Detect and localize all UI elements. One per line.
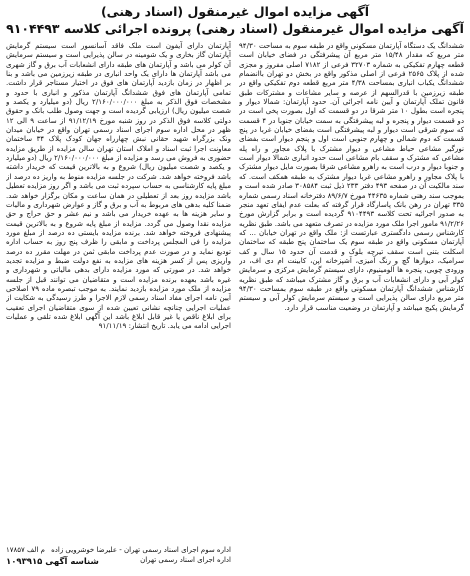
ad-footer-row	[6, 546, 231, 556]
ad-title: آگهی مزایده اموال غیرمنقول (اسناد رهنی)	[100, 4, 370, 19]
ad-footer-office-2: اداره اجرای اسناد رسمی تهران	[140, 555, 231, 564]
ad-body-right-column: ششدانگ یک دستگاه آپارتمان مسکونی واقع در طبقه سوم به مساحت ۹۴/۳۰ متر مربع که مقدار ۱۵/۴۸ متر مربع آن پیشرفتگی در فضای خیابان است قطعه چهارم تفکیکی به شماره ۳۲۷۰۳ فرعی از ۷۱۸۲ اصلی مفروز و مجزی شده از پلاک ۲۵۶۵ فرعی از اصلی مذکور واقع در بخش دو تهران باانضمام ششدانگ یکباب انباری بمساحت ۴/۳۸ متر مربع قطعه دوم تفکیکی واقع در طبقه زیرزمین با قدرالسهم از عرصه و سایر مشاعات و مشترکات طبق قانون تملک آپارتمان و آیین نامه اجرائی آن. حدود آپارتمان: شمالا دیوار و پنجره است بطول ۱۰ متر شرقا در دو قسمت که اول بصورت پخی است در دو قسمت دیوار و پنجره و لبه پیشرفتگی به سمت خیابان جنوبا در ۴ قسمت که سوم شرقی است دیوار و لبه پیشرفتگی است بفضای خیابان غربا در پنج قسمت که دوم شمالی و چهارم جنوبی است اول و پنجم دیوار است بفضای نورگیر مشاعی حیاط مشاعی و دیوار مشترک با پلاک مجاور و راه پله مشاعی که مشترک و سقف بام مشاعی است حدود انباری شمالا دیوار است و جنوبا دیوار و درب است به راهرو مشاعی شرقا بصورت مایل دیوار مشترک با پلاک مجاور و راهرو مشاعی غربا دیوار مشترک به طبقه همکف است. که سند مالکیت آن در صفحه ۴۹۳ دفتر ۲۳۳ ذیل ثبت ۳۰۸۵۸۴ صادر شده است و بموجب سند رهنی شماره ۴۴۶۳۵ مورخ ۸۹/۶/۷ دفترخانه اسناد رسمی شماره ۳۳۵ تهران در رهن بانک پاسارگاد قرار گرفته که بعلت عدم ایفای تعهد منجر به صدور اجرائیه تحت کلاسه ۹۱۰۴۴۹۳ گردیده است و برابر گزارش مورخ ۹۱/۲/۲۶ مامور اجرا ملک مورد مزایده در تصرف متعهد می باشد. طبق نظریه کارشناس رسمی دادگستری عبارتست از: ملک واقع در تهران خیابان ... که آپارتمان مسکونی واقع در طبقه سوم یک ساختمان پنج طبقه که ساختمان اسکلت بتنی است سقف تیرچه بلوک و قدمت آن حدود ۱۵ سال و کف سرامیک، دیوارها گچ و رنگ آمیزی، آشپزخانه اپن، کابینت ام دی اف، در ورودی چوبی، پنجره ها آلومینیوم، دارای سیستم گرمایش مرکزی و سرمایش کولر آبی و دارای انشعابات آب و برق و گاز مشترک میباشد که طبق نظریه کارشناس ششدانگ آپارتمان مسکونی واقع در طبقه سوم بمساحت ۹۴/۳۰ متر مربع دارای سالن پذیرایی است و سیستم سرمایش کولر آبی و سیستم گرمایش پکیج میباشد و آپارتمان در وضعیت مناسب قرار دارد.	[239, 41, 464, 312]
ad-footer-row-2	[6, 556, 231, 568]
ad-subtitle: آگهی مزایده اموال غیرمنقول (اسناد رهنی) پرونده اجرائی کلاسه ۹۱۰۴۴۹۳	[6, 21, 464, 36]
ad-code: شناسه آگهی ۱۰۹۳۹۱۵	[6, 556, 99, 567]
ad-footer-office: اداره سوم اجرای اسناد رسمی تهران - علیرضا خوشرویی زاده	[51, 546, 231, 554]
ad-footer-number: م الف ۱۷۸۵۷	[6, 546, 45, 554]
ad-body-left-column-wrapper	[6, 41, 231, 567]
ad-body-left-column: آپارتمان دارای آیفون است ملک فاقد آسانسور است سیستم گرمایش آپارتمان گاز بخاری و یک شومینه در سالن پذیرایی است و سیستم سرمایش آن کولر می باشد و آپارتمان های طبقه دارای انشعابات آب برق و گاز شهری می باشد آپارتمان ها دارای یک واحد انباری در طبقه زیرزمین می باشد و بنا بر اظهار در زمان بازدید آپارتمان های فوق در اختیار مستاجر قرار داشت. تمامی آپارتمان های فوق ششدانگ آپارتمان مذکور و انباری با حدود و مشخصات فوق الذکر به مبلغ ۲/۱۶۰/۰۰۰/۰۰۰ ریال (دو میلیارد و یکصد و شصت میلیون ریال) ارزیابی گردیده است و جهت وصول طلب بانک و حقوق دولتی کلاسه فوق الذکر در روز شنبه مورخ ۹۱/۱۲/۱۹ از ساعت ۹ الی ۱۲ ظهر در محل اداره سوم اجرای اسناد رسمی تهران واقع در خیابان میدان ونک بزرگراه شهید حقانی نبش چهارراه جهان کودک پلاک ۳۴ ساختمان معاونت اجرا ثبت اسناد و املاک استان تهران سالن مزایده از طریق مزایده حضوری به فروش می رسد و مزایده از مبلغ ۲/۱۶۰/۰۰۰/۰۰۰ ریال (دو میلیارد و یکصد و شصت میلیون ریال) شروع و به بالاترین قیمت که خریدار داشته باشد فروخته خواهد شد. شرکت در جلسه مزایده منوط به واریز ده درصد از مبلغ پایه کارشناسی به حساب سپرده ثبت می باشد و اگر روز مزایده تعطیل باشد مزایده روز بعد از تعطیلی در همان ساعت و مکان برگزار خواهد شد. ضمنا کلیه بدهی های مربوط به آب و برق و گاز و عوارض شهرداری و مالیات و سایر هزینه ها به عهده خریدار می باشد و نیم عشر و حق حراج و حق مزایده نقدا وصول می گردد. مزایده از مبلغ پایه شروع و به بالاترین قیمت پیشنهادی فروخته خواهد شد. برنده مزایده بایستی ده درصد از مبلغ مورد مزایده را فی المجلس پرداخت و مابقی را ظرف پنج روز به حساب اداره تودیع نماید و در صورت عدم پرداخت مابقی ثمن در مهلت مقرر ده درصد واریزی پس از کسر هزینه های مزایده به نفع دولت ضبط و مزایده تجدید خواهد شد. در صورتی که مورد مزایده دارای بدهی مالیاتی و شهرداری و غیره باشد بعهده برنده مزایده است و متقاضیان می توانند قبل از جلسه مزایده از ملک مورد مزایده بازدید نمایند. به موجب تبصره ماده ۷۹ اصلاحی آیین نامه اجرای مفاد اسناد رسمی لازم الاجرا و طرز رسیدگی به شکایت از عملیات اجرایی چنانچه نشانی تعیین شده از سوی متقاضیان اجرای تعقیب برای ابلاغ ناقص یا غیر قابل ابلاغ باشد این آگهی ابلاغ شده تلقی و عملیات اجرایی ادامه می یابد. تاریخ انتشار: ۹۱/۱۱/۱۹	[6, 41, 231, 331]
ad-footer	[6, 546, 231, 567]
ad-columns	[6, 41, 464, 567]
